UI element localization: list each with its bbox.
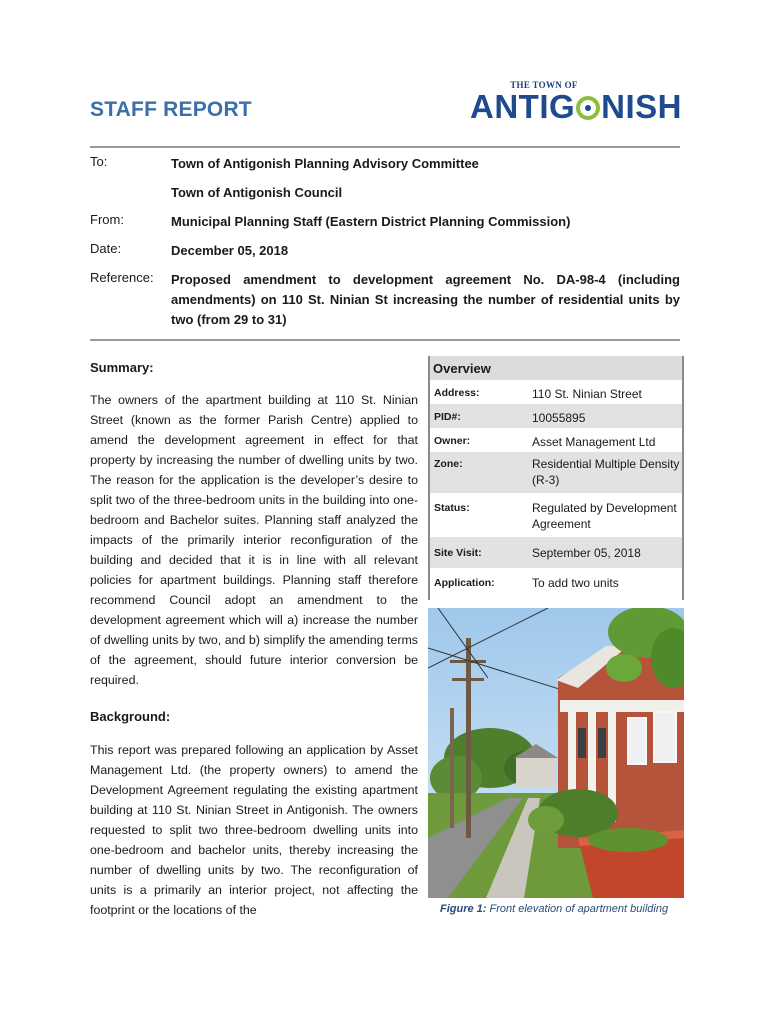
figure-caption-text: Front elevation of apartment building [489,903,669,915]
overview-label: Application: [434,577,495,589]
summary-heading: Summary: [90,360,154,375]
photo-illustration [428,608,684,898]
figure-caption [440,903,668,915]
overview-value: Regulated by Development Agreement [532,501,677,531]
header-divider [90,146,680,148]
overview-row-site-visit [430,537,682,568]
overview-value: 10055895 [532,411,586,425]
overview-value: September 05, 2018 [532,546,641,560]
overview-row-status [430,493,682,537]
overview-row-application [430,568,682,600]
overview-label: Zone: [434,458,463,470]
reference-label: Reference: [90,270,154,285]
front-elevation-photo [428,608,684,898]
overview-left-border [428,356,430,600]
overview-value: Residential Multiple Density (R-3) [532,457,680,487]
overview-value: 110 St. Ninian Street [532,387,642,401]
overview-label: Site Visit: [434,547,482,559]
overview-label: PID#: [434,411,461,423]
memo-divider [90,339,680,341]
overview-label: Owner: [434,435,471,447]
overview-right-border [682,356,684,600]
reference-value: Proposed amendment to development agreement No. DA-98-4 (including amendments) on 110 St. Ninian St increasing the number of residential units by two (from 29 to 31) [171,272,680,327]
report-title: STAFF REPORT [90,98,252,121]
from-label: From: [90,212,124,227]
background-text: This report was prepared following an application by Asset Management Ltd. (the property owners) to amend the Development Agreement regulating the existing apartment building at 110 St. Ninian Street in Antigonish. The owners requested to split two three-bedroom dwelling units into one-bedroom and bachelor units, thereby increasing the number of dwelling units by two. The reconfiguration of units is a primarily an interior project, not affecting the footprint or the locations of the [90,743,418,917]
logo-wordmark-post: NISH [601,88,683,125]
date-value: December 05, 2018 [171,243,289,258]
town-logo [470,78,694,128]
to-label: To: [90,154,108,169]
logo-ring-icon [576,96,600,120]
to-recipient-2: Town of Antigonish Council [171,185,343,200]
background-heading: Background: [90,709,171,724]
logo-wordmark-pre: ANTIG [470,88,576,125]
overview-row-zone [430,452,682,493]
from-value: Municipal Planning Staff (Eastern District Planning Commission) [171,214,571,229]
figure-label: Figure 1: [440,903,487,915]
logo-small-text: THE TOWN OF [510,80,578,90]
overview-row-owner [430,428,682,452]
date-label: Date: [90,241,122,256]
overview-label: Address: [434,387,480,399]
overview-heading: Overview [428,356,682,380]
overview-label: Status: [434,502,470,514]
summary-text: The owners of the apartment building at 110 St. Ninian Street (known as the former Parish Centre) applied to amend the development agreement in effect for that property by increasing the number of dwelling units by two. The reason for the application is the developer’s desire to split two of the three-bedroom units in the building into one-bedroom and Bachelor suites. Planning staff analyzed the impacts of the primarily interior reconfiguration of the building and decided that it is in line with all relevant policies for apartment buildings. Planning staff therefore recommend Council adopt an amendment to the development agreement which will a) increase the number of dwelling units by two, and b) simplify the amending terms of the agreement, should future interior conversion be required. [90,393,418,687]
overview-value: To add two units [532,576,619,590]
to-recipient-1: Town of Antigonish Planning Advisory Committee [171,156,479,171]
overview-row-address [430,380,682,404]
overview-row-pid [430,404,682,428]
logo-wordmark [470,88,682,126]
overview-table [428,356,684,600]
overview-value: Asset Management Ltd [532,435,656,449]
